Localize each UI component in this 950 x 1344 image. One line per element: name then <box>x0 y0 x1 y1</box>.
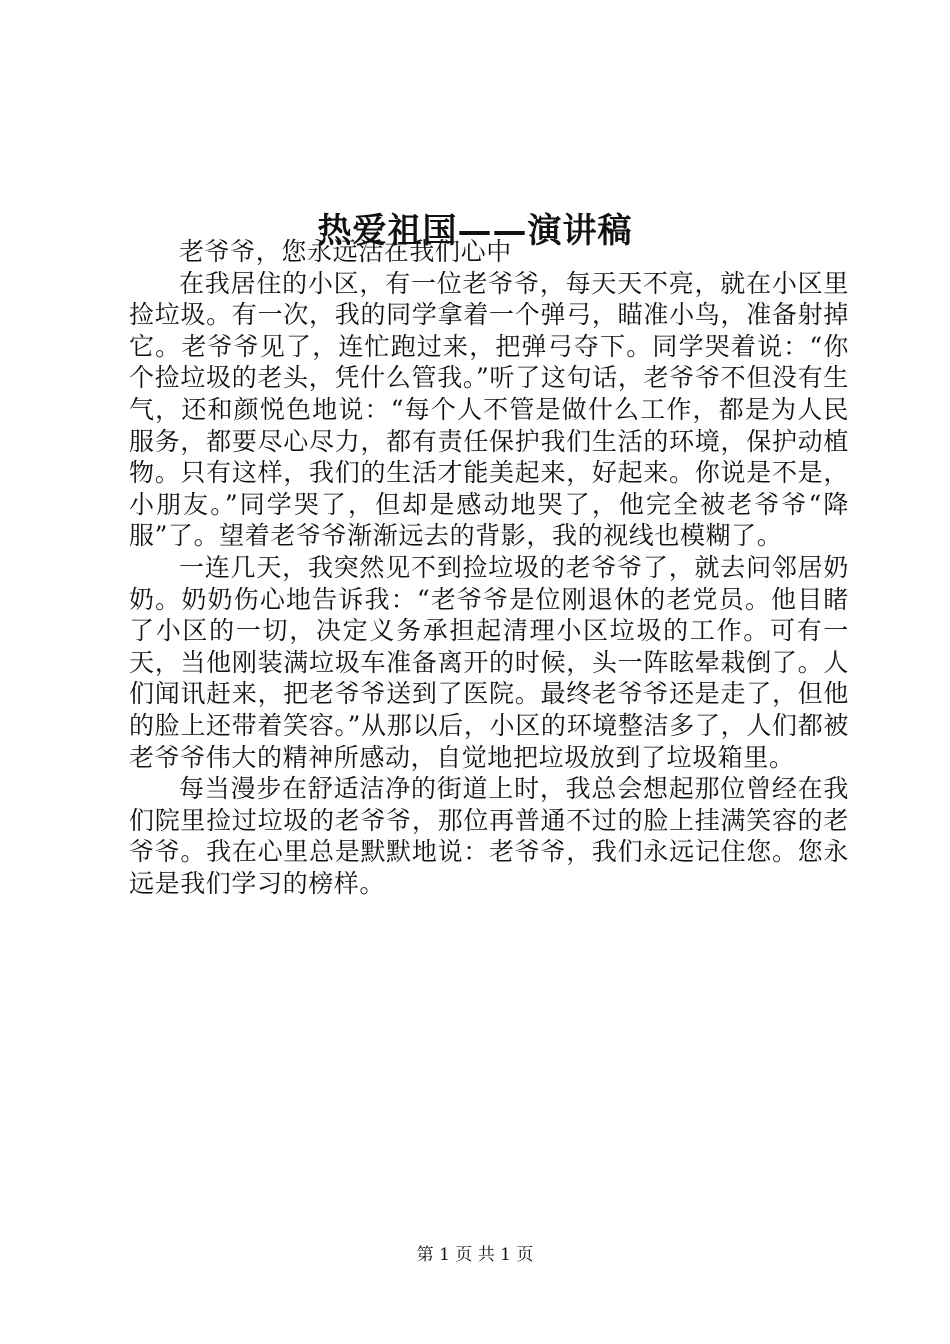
document-title: 热爱祖国——演讲稿 <box>317 210 633 251</box>
paragraph-2: 一连几天，我突然见不到捡垃圾的老爷爷了，就去问邻居奶奶。奶奶伤心地告诉我：“老爷爷是位刚退休的老党员。他目睹了小区的一切，决定义务承担起清理小区垃圾的工作。可有一天，当他刚装满垃圾车准备离开的时候，头一阵眩晕栽倒了。人们闻讯赶来，把老爷爷送到了医院。最终老爷爷还是走了，但他的脸上还带着笑容。”从那以后，小区的环境整洁多了，人们都被老爷爷伟大的精神所感动，自觉地把垃圾放到了垃圾箱里。 <box>129 552 849 772</box>
document-body <box>129 236 849 899</box>
page-footer: 第 1 页 共 1 页 <box>416 1245 534 1265</box>
paragraph-1: 在我居住的小区，有一位老爷爷，每天天不亮，就在小区里捡垃圾。有一次，我的同学拿着一个弹弓，瞄准小鸟，准备射掉它。老爷爷见了，连忙跑过来，把弹弓夺下。同学哭着说：“你个捡垃圾的老头，凭什么管我。”听了这句话，老爷爷不但没有生气，还和颜悦色地说：“每个人不管是做什么工作，都是为人民服务，都要尽心尽力，都有责任保护我们生活的环境，保护动植物。只有这样，我们的生活才能美起来，好起来。你说是不是，小朋友。”同学哭了，但却是感动地哭了，他完全被老爷爷“降服”了。望着老爷爷渐渐远去的背影，我的视线也模糊了。 <box>129 268 849 551</box>
paragraph-subtitle: 老爷爷，您永远活在我们心中 <box>179 237 512 266</box>
paragraph-3: 每当漫步在舒适洁净的街道上时，我总会想起那位曾经在我们院里捡过垃圾的老爷爷，那位再普通不过的脸上挂满笑容的老爷爷。我在心里总是默默地说：老爷爷，我们永远记住您。您永远是我们学习的榜样。 <box>129 774 849 898</box>
